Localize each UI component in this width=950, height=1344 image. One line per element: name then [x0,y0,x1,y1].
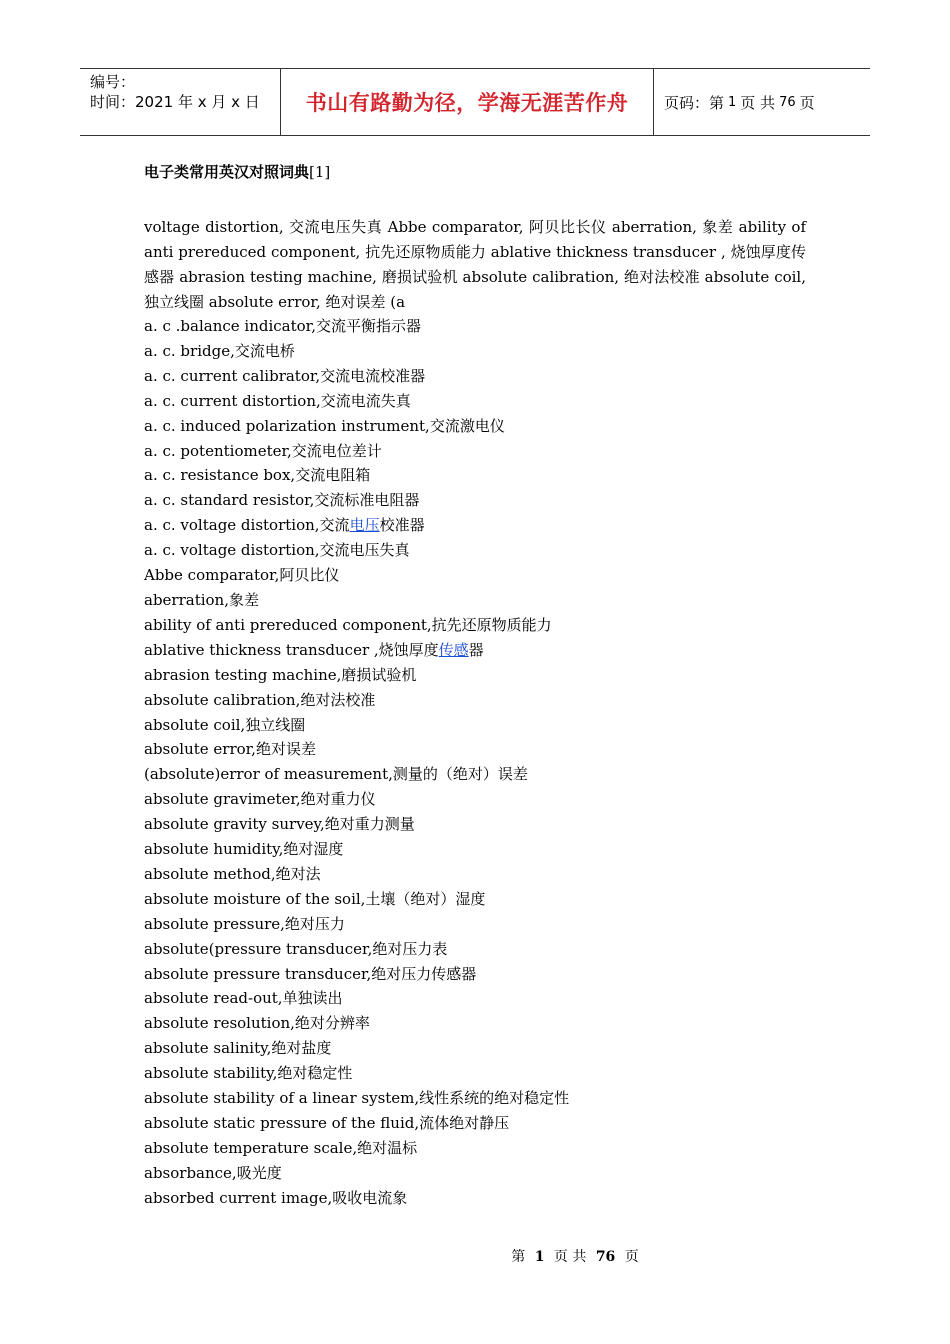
list-item: a. c. induced polarization instrument,交流激电仪 [144,416,505,435]
list-item: aberration,象差 [144,590,259,609]
list-item: absolute humidity,绝对湿度 [144,840,344,859]
document-title [144,161,330,182]
footer-page-number [511,1249,639,1265]
list-item: absolute salinity,绝对盐度 [144,1039,332,1058]
footer-mid: 页 共 [553,1249,587,1265]
page-suffix: 页 [799,93,815,112]
list-item: absolute stability,绝对稳定性 [144,1064,353,1083]
list-item: a. c. voltage distortion,交流电压失真 [144,541,410,560]
header-meta-cell [80,69,281,135]
list-item: (absolute)error of measurement,测量的（绝对）误差 [144,765,528,784]
footer-prefix: 第 [511,1249,526,1265]
list-item: absolute gravimeter,绝对重力仪 [144,790,376,809]
entry-pre: ablative thickness transducer ,烧蚀厚度 [144,640,439,659]
intro-paragraph: voltage distortion, 交流电压失真 Abbe comparator, 阿贝比长仪 aberration, 象差 ability of anti prereduced component, 抗先还原物质能力 ablative thickness transducer , 烧蚀厚度传感器 abrasion testing machine, 磨损试验机 absolute calibration, 绝对法校准 absolute coil, 独立线圈 absolute error, 绝对误差 (a [144,218,806,311]
list-item: a. c. bridge,交流电桥 [144,341,295,360]
entry-pre: a. c. voltage distortion,交流 [144,516,350,535]
page-prefix: 页码：第 [664,93,725,112]
list-item: a. c. current calibrator,交流电流校准器 [144,366,426,385]
list-item: absolute moisture of the soil,土壤（绝对）湿度 [144,889,486,908]
list-item: absolute gravity survey,绝对重力测量 [144,815,415,834]
header-page-cell [654,69,870,135]
list-item: absolute error,绝对误差 [144,740,316,759]
page-current: 1 [728,94,737,110]
list-item: a. c .balance indicator,交流平衡指示器 [144,317,421,335]
entry-link[interactable]: 传感 [438,640,469,659]
list-item: a. c. potentiometer,交流电位差计 [144,441,382,460]
code-label: 编号： [90,73,136,91]
list-item: ability of anti prereduced component,抗先还原物质能力 [144,615,552,634]
list-item: absolute stability of a linear system,线性系统的绝对稳定性 [144,1089,570,1108]
list-item: absorbance,吸光度 [144,1163,282,1182]
title-suffix: [1] [309,163,331,181]
footer-total: 76 [595,1249,616,1265]
list-item [144,638,806,663]
footer-suffix: 页 [624,1249,639,1265]
list-item: absorbed current image,吸收电流象 [144,1188,408,1207]
list-item: absolute temperature scale,绝对温标 [144,1138,418,1157]
list-item: absolute calibration,绝对法校准 [144,690,376,709]
list-item: absolute read-out,单独读出 [144,989,343,1008]
list-item: absolute method,绝对法 [144,864,321,883]
list-item: absolute coil,独立线圈 [144,715,306,734]
header-table [80,68,870,136]
time-label: 时间：2021 年 x 月 x 日 [90,93,260,111]
list-item: absolute(pressure transducer,绝对压力表 [144,939,448,958]
motto: 书山有路勤为径，学海无涯苦作舟 [305,91,629,115]
list-item: absolute static pressure of the fluid,流体绝对静压 [144,1114,510,1132]
header-motto-cell [281,69,654,135]
list-item: absolute pressure,绝对压力 [144,914,345,933]
entry-list [144,314,806,1211]
page-mid: 页 共 [740,93,776,112]
page-total: 76 [779,94,796,110]
list-item: abrasion testing machine,磨损试验机 [144,665,417,684]
list-item: a. c. standard resistor,交流标准电阻器 [144,491,420,510]
title-text: 电子类常用英汉对照词典 [144,163,310,181]
page-footer [0,1246,950,1266]
list-item: a. c. current distortion,交流电流失真 [144,391,411,410]
list-item: Abbe comparator,阿贝比仪 [144,566,340,585]
list-item [144,513,806,538]
entry-link[interactable]: 电压 [349,516,380,535]
entry-post: 器 [468,640,484,659]
list-item: absolute pressure transducer,绝对压力传感器 [144,964,477,983]
list-item: absolute resolution,绝对分辨率 [144,1014,370,1033]
footer-current: 1 [534,1249,545,1265]
entry-post: 校准器 [379,516,425,535]
list-item: a. c. resistance box,交流电阻箱 [144,466,371,485]
